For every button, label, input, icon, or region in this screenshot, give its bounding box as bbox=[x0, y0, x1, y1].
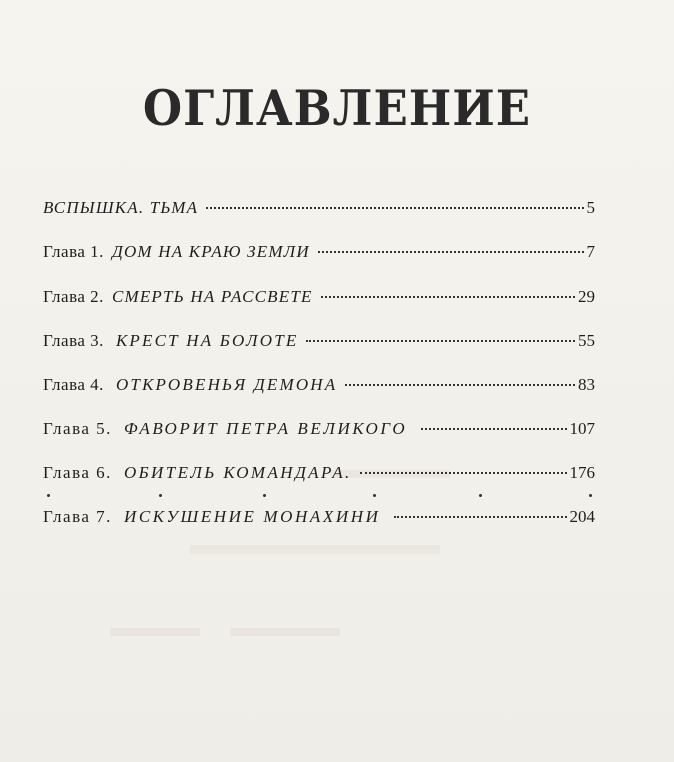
toc-entry[interactable] bbox=[43, 331, 595, 355]
toc-entry[interactable] bbox=[43, 242, 595, 266]
toc-entry-page: 176 bbox=[569, 463, 595, 482]
toc-entry-title: ДОМ НА КРАЮ ЗЕМЛИ bbox=[111, 242, 310, 261]
dot-leader bbox=[360, 472, 567, 474]
toc-entry-title: ОТКРОВЕНЬЯ ДЕМОНА bbox=[115, 375, 338, 394]
toc-entry-title: КРЕСТ НА БОЛОТЕ bbox=[115, 331, 299, 350]
toc-entry[interactable] bbox=[43, 198, 595, 222]
show-through-mark bbox=[190, 545, 440, 554]
toc-entry-prefix: Глава 5. bbox=[43, 419, 112, 438]
toc-entry-page: 55 bbox=[578, 331, 595, 350]
toc-entry-page: 7 bbox=[586, 242, 595, 261]
toc-entry[interactable] bbox=[43, 375, 595, 399]
toc-entry[interactable] bbox=[43, 463, 595, 487]
toc-entry-title: ИСКУШЕНИЕ МОНАХИНИ bbox=[123, 507, 381, 526]
dot-leader bbox=[321, 296, 575, 298]
stray-print-dots bbox=[43, 494, 595, 500]
dot-leader bbox=[318, 251, 584, 253]
show-through-mark bbox=[110, 628, 200, 636]
toc-entry-prefix: Глава 2. bbox=[43, 287, 104, 306]
toc-entry-prefix: Глава 1. bbox=[43, 242, 104, 261]
dot-leader bbox=[306, 340, 575, 342]
toc-entry-page: 5 bbox=[586, 198, 595, 217]
dot-leader bbox=[421, 428, 566, 430]
toc-entry-prefix: Глава 6. bbox=[43, 463, 112, 482]
dot-leader bbox=[206, 207, 583, 209]
toc-entry[interactable] bbox=[43, 287, 595, 311]
show-through-mark bbox=[230, 628, 340, 636]
toc-entry-page: 29 bbox=[578, 287, 595, 306]
toc-entry-prefix: Глава 7. bbox=[43, 507, 112, 526]
toc-entry-title: ФАВОРИТ ПЕТРА ВЕЛИКОГО bbox=[123, 419, 408, 438]
toc-entry-title: ВСПЫШКА. ТЬМА bbox=[43, 198, 199, 217]
toc-entry-page: 83 bbox=[578, 375, 595, 394]
dot-leader bbox=[345, 384, 575, 386]
toc-entry[interactable] bbox=[43, 419, 595, 443]
toc-entry[interactable] bbox=[43, 507, 595, 531]
toc-entry-page: 107 bbox=[569, 419, 595, 438]
page-title: ОГЛАВЛЕНИЕ bbox=[142, 79, 532, 138]
toc-entry-title: СМЕРТЬ НА РАССВЕТЕ bbox=[111, 287, 313, 306]
toc-entry-title: ОБИТЕЛЬ КОМАНДАРА. bbox=[123, 463, 352, 482]
toc-entry-page: 204 bbox=[569, 507, 595, 526]
dot-leader bbox=[394, 516, 566, 518]
toc-entry-prefix: Глава 3. bbox=[43, 331, 104, 350]
toc-entry-prefix: Глава 4. bbox=[43, 375, 104, 394]
